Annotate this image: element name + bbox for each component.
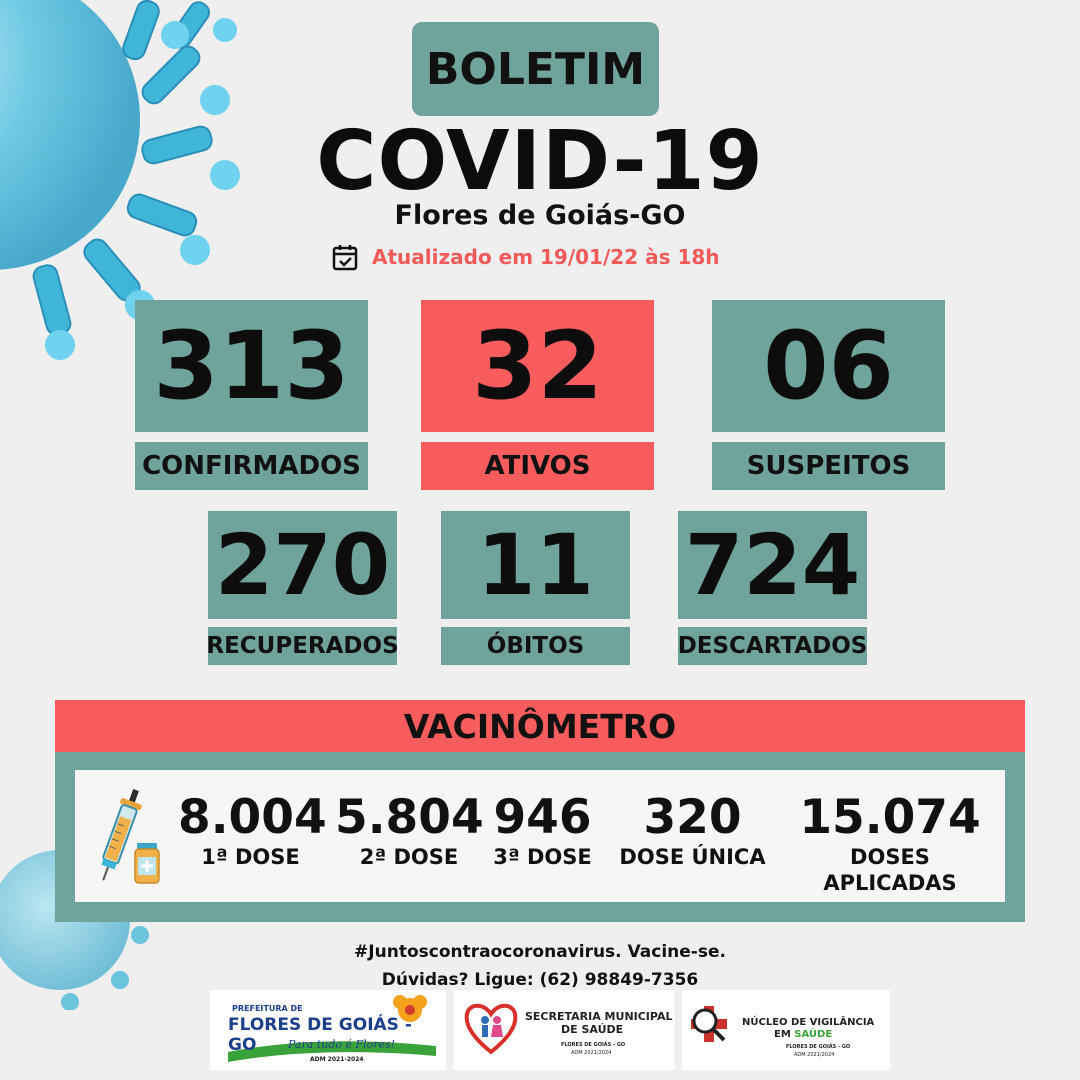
dose-value: 5.804: [335, 790, 484, 845]
dose-label: DOSE ÚNICA: [619, 845, 766, 869]
boletim-badge: BOLETIM: [412, 22, 659, 116]
dose-item: [490, 792, 595, 870]
prefeitura-adm: ADM 2021-2024: [310, 1056, 364, 1063]
nucleo-line2a: EM: [774, 1029, 795, 1040]
descartados-value: 724: [678, 511, 867, 619]
dose-item: [335, 792, 483, 870]
secretaria-line1: SECRETARIA MUNICIPAL: [525, 1010, 673, 1023]
prefeitura-slogan: Para tudo é Flores!: [288, 1038, 396, 1051]
nucleo-line2: [774, 1029, 832, 1040]
nucleo-line3: FLORES DE GOIÁS - GO: [786, 1044, 851, 1050]
page-title: COVID-19: [316, 114, 764, 209]
nucleo-line1: NÚCLEO DE VIGILÂNCIA: [742, 1017, 875, 1028]
dose-label: 3ª DOSE: [493, 845, 592, 869]
ativos-label: ATIVOS: [421, 442, 654, 490]
recuperados-value: 270: [208, 511, 397, 619]
dose-value: 15.074: [799, 790, 981, 845]
nucleo-line2b: SAÚDE: [794, 1029, 833, 1040]
confirmados-label: CONFIRMADOS: [135, 442, 368, 490]
dose-label: DOSES APLICADAS: [823, 845, 957, 895]
nucleo-logo: [682, 990, 890, 1070]
obitos-label: ÓBITOS: [441, 627, 630, 665]
vaccine-syringe-icon: [95, 785, 165, 890]
city-name: Flores de Goiás-GO: [394, 200, 686, 231]
secretaria-logo: [453, 990, 675, 1070]
phone-text: Dúvidas? Ligue: (62) 98849-7356: [381, 970, 699, 990]
updated-timestamp: Atualizado em 19/01/22 às 18h: [372, 245, 720, 269]
obitos-value: 11: [441, 511, 630, 619]
nucleo-adm: ADM 2021/2024: [794, 1052, 835, 1058]
prefeitura-logo: [210, 990, 446, 1070]
secretaria-line3: FLORES DE GOIÁS - GO: [561, 1042, 626, 1048]
ativos-value: 32: [421, 300, 654, 432]
confirmados-value: 313: [135, 300, 368, 432]
dose-label: 1ª DOSE: [201, 845, 300, 869]
dose-value: 946: [493, 790, 592, 845]
heart-family-icon: [461, 998, 521, 1056]
descartados-label: DESCARTADOS: [678, 627, 867, 665]
dose-item: [780, 792, 1000, 896]
prefeitura-line1: PREFEITURA DE: [232, 1004, 303, 1013]
updated-row: [330, 240, 720, 274]
suspeitos-label: SUSPEITOS: [712, 442, 945, 490]
secretaria-adm: ADM 2021/2024: [571, 1050, 612, 1056]
magnifier-cross-icon: [688, 1004, 730, 1046]
dose-item: [178, 790, 327, 870]
dose-value: 8.004: [178, 790, 327, 845]
dose-label: 2ª DOSE: [359, 845, 459, 869]
footer-text: [300, 938, 780, 994]
dose-value: 320: [643, 790, 742, 845]
prefeitura-line2: FLORES DE GOIÁS - GO: [228, 1015, 412, 1055]
secretaria-line2: DE SAÚDE: [561, 1023, 624, 1036]
suspeitos-value: 06: [712, 300, 945, 432]
hashtag-text: #Juntoscontraocoronavirus. Vacine-se.: [354, 942, 726, 962]
recuperados-label: RECUPERADOS: [208, 627, 397, 665]
dose-item: [615, 792, 770, 870]
vacinometro-title: VACINÔMETRO: [55, 700, 1025, 752]
calendar-check-icon: [330, 242, 360, 272]
